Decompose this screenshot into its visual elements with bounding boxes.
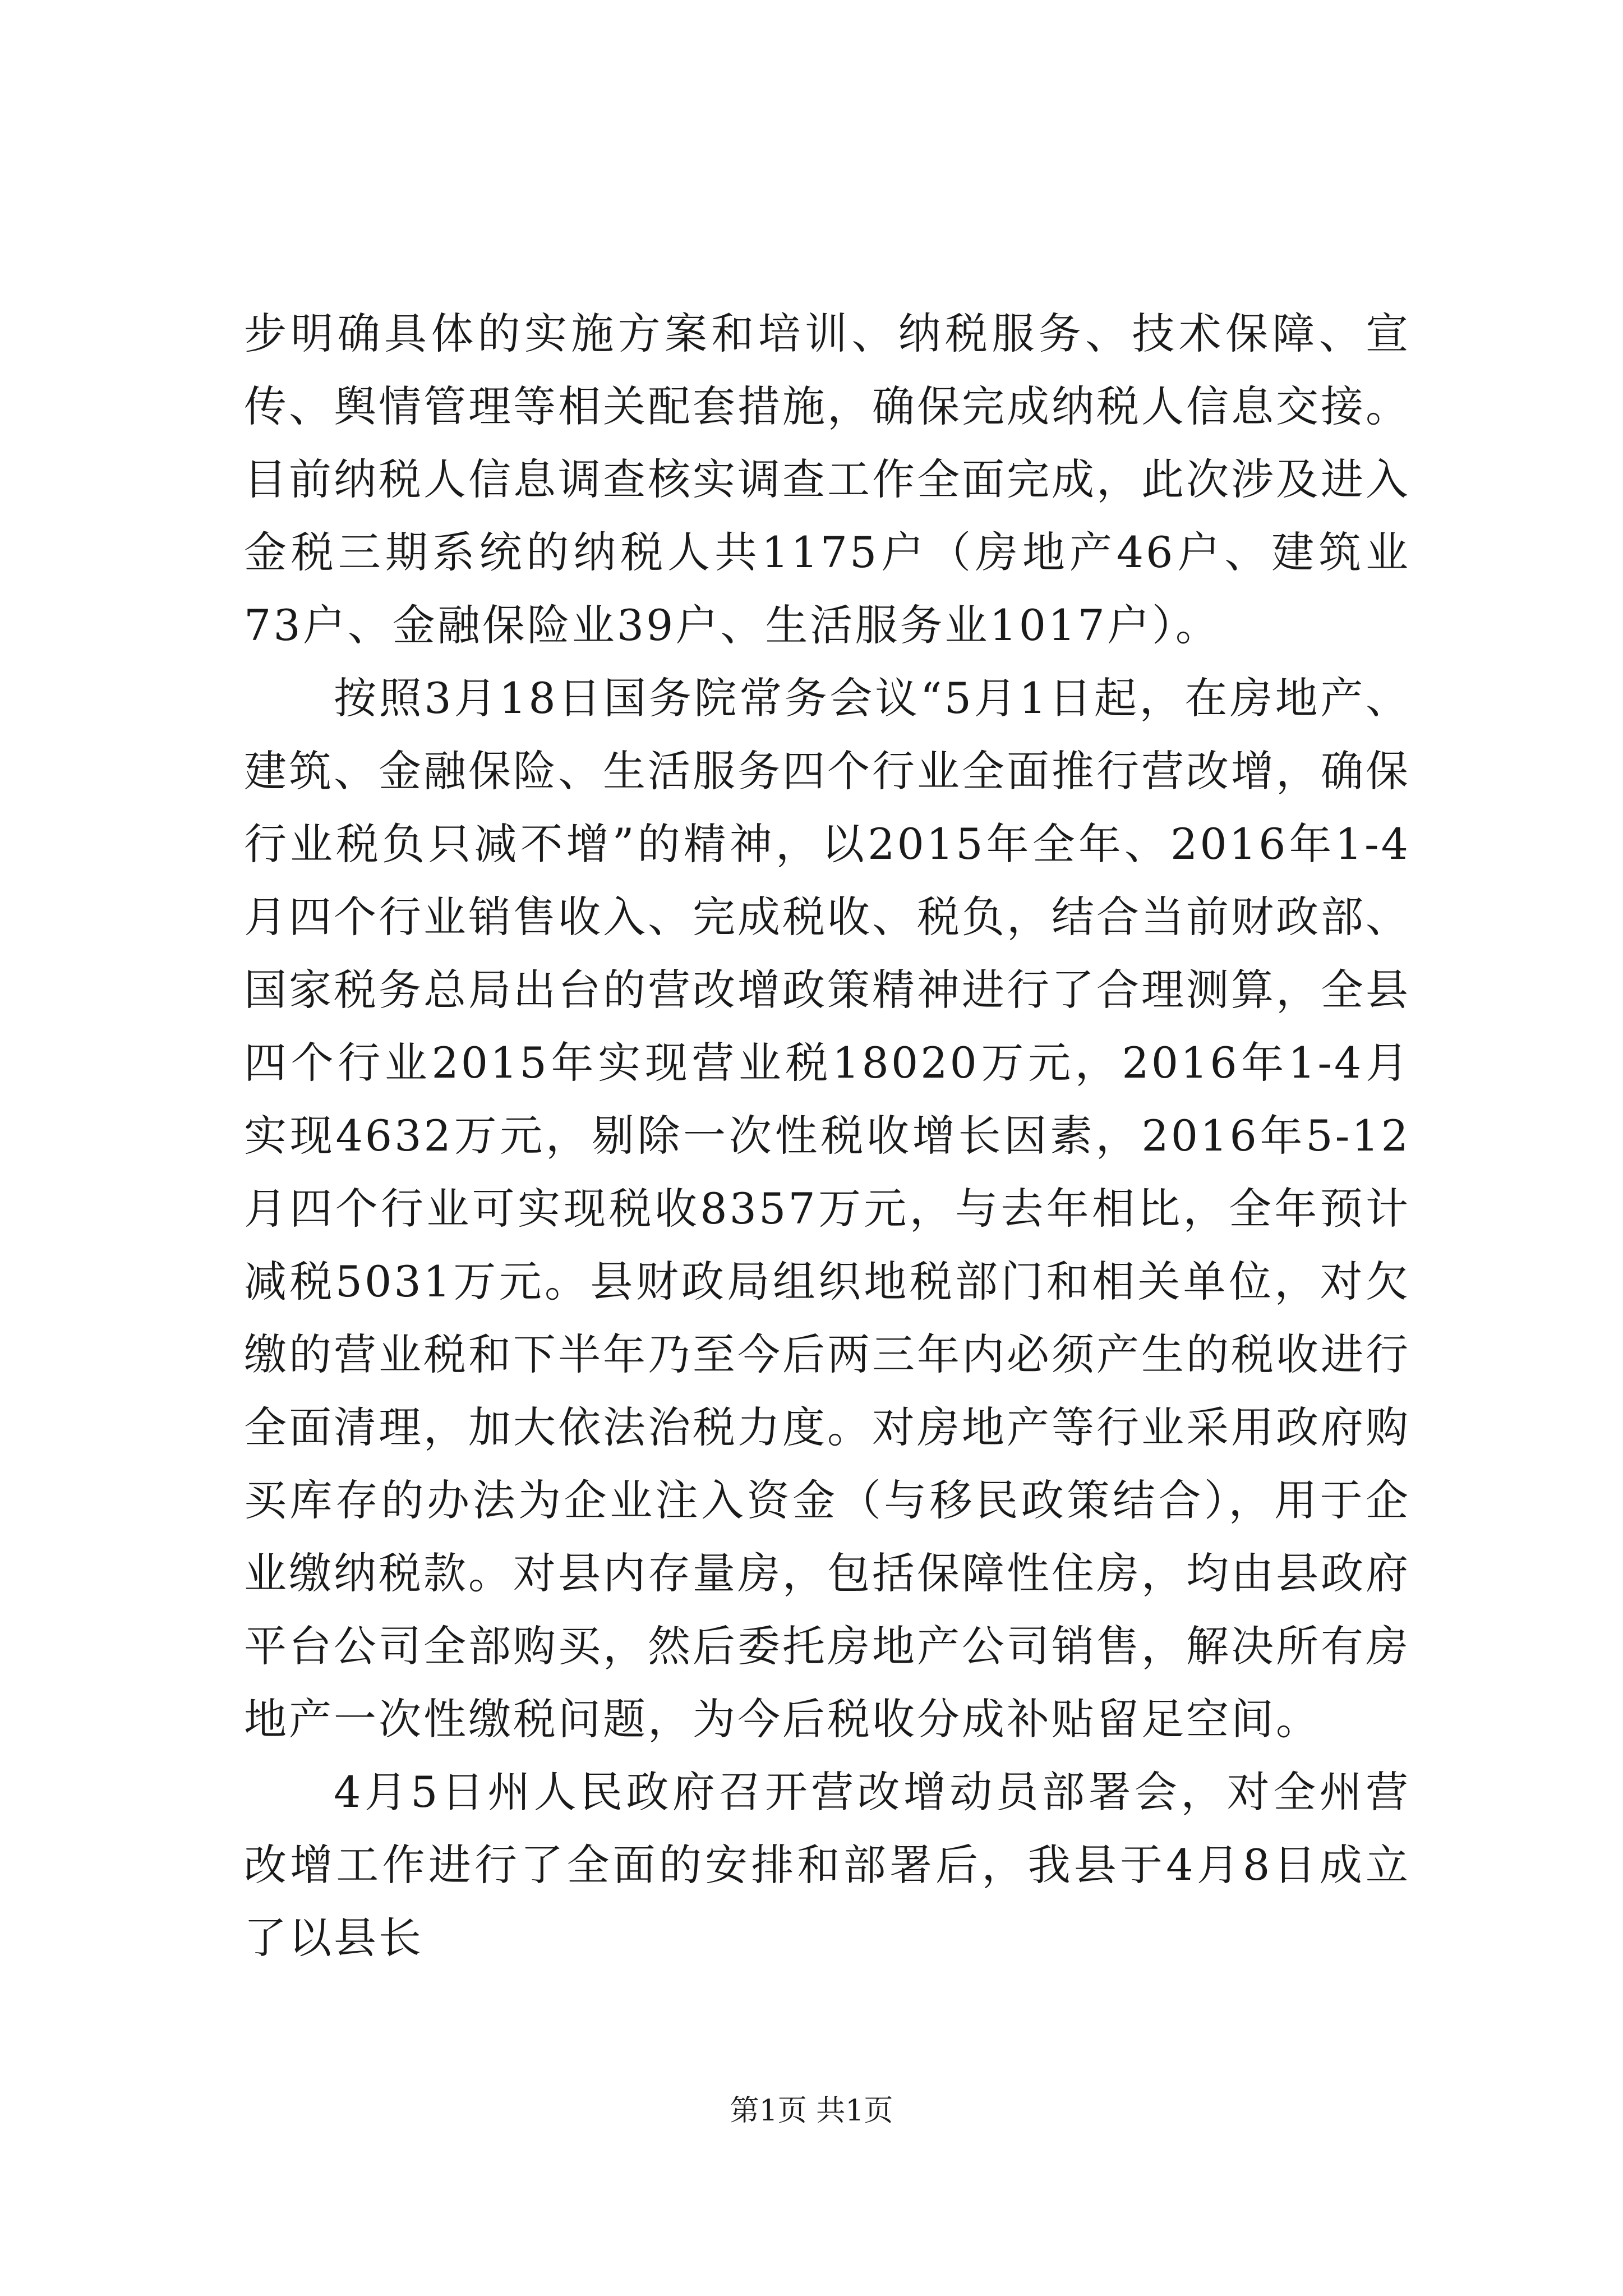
- document-body: [244, 297, 1410, 1975]
- paragraph-3: 4月5日州人民政府召开营改增动员部署会，对全州营改增工作进行了全面的安排和部署后，我县于4月8日成立了以县长: [244, 1767, 1410, 1963]
- page-number-footer: 第1页 共1页: [730, 2094, 893, 2128]
- paragraph-2: 按照3月18日国务院常务会议“5月1日起，在房地产、建筑、金融保险、生活服务四个行业全面推行营改增，确保行业税负只减不增”的精神，以2015年全年、2016年1-4月四个行业销售收入、完成税收、税负，结合当前财政部、国家税务总局出台的营改增政策精神进行了合理测算，全县四个行业2015年实现营业税18020万元，2016年1-4月实现4632万元，剔除一次性税收增长因素，2016年5-12月四个行业可实现税收8357万元，与去年相比，全年预计减税5031万元。县财政局组织地税部门和相关单位，对欠缴的营业税和下半年乃至今后两三年内必须产生的税收进行全面清理，加大依法治税力度。对房地产等行业采用政府购买库存的办法为企业注入资金（与移民政策结合），用于企业缴纳税款。对县内存量房，包括保障性住房，均由县政府平台公司全部购买，然后委托房地产公司销售，解决所有房地产一次性缴税问题，为今后税收分成补贴留足空间。: [244, 673, 1410, 1744]
- paragraph-1: 步明确具体的实施方案和培训、纳税服务、技术保障、宣传、舆情管理等相关配套措施，确保完成纳税人信息交接。目前纳税人信息调查核实调查工作全面完成，此次涉及进入金税三期系统的纳税人共1175户（房地产46户、建筑业73户、金融保险业39户、生活服务业1017户）。: [244, 309, 1410, 650]
